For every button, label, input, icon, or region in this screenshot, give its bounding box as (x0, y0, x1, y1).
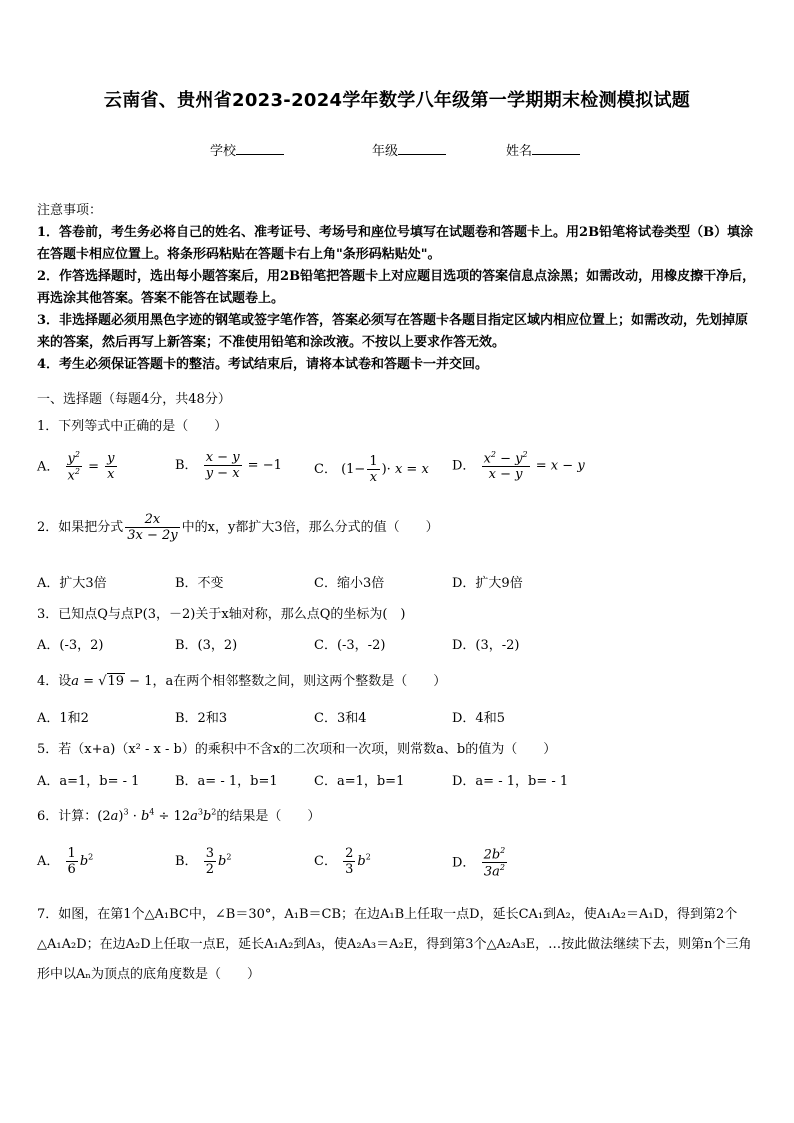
q3-option-a: A．(-3，2) (37, 638, 104, 653)
q3-option-b: B．(3，2) (175, 638, 238, 653)
notice-item: 3．非选择题必须用黑色字迹的钢笔或签字笔作答，答案必须写在答题卡各题目指定区域内相应位置上；如需改动，先划掉原来的答案，然后再写上新答案；不准使用铅笔和涂改液。不按以上要求作答无效。 (37, 313, 749, 350)
q6-option-c: C． $\frac{2}{3}$ $b^2$ (314, 846, 371, 877)
question-7-text: 7．如图，在第1个△A₁BC中，∠B＝30°，A₁B＝CB；在边A₁B上任取一点D，延长CA₁到A₂，使A₁A₂＝A₁D，得到第2个△A₁A₂D；在边A₂D上任取一点E，延长A₁A₂到A₃，使A₂A₃＝A₂E，得到第3个△A₂A₃E，…按此做法继续下去，则第n个三角形中以Aₙ为顶点的底角度数是（ ） (37, 907, 752, 982)
question-4-stem: 4．设a = √19 − 1，a在两个相邻整数之间，则这两个整数是（ ） (37, 674, 447, 689)
school-field: 学校 (210, 140, 284, 159)
q1-option-d: D． $\frac{x^2 - y^2}{x - y}$ = x − y (452, 450, 585, 483)
notice-heading: 注意事项： (37, 203, 103, 218)
q5-option-b: B．a= - 1，b=1 (175, 774, 278, 789)
q6-option-a: A． $\frac{1}{6}$ $b^2$ (37, 846, 94, 877)
q5-option-c: C．a=1，b=1 (314, 774, 405, 789)
q6-option-d: D． $\frac{2b^2}{3a^2}$ (452, 846, 506, 880)
q1-option-a: A． $\frac{y^2}{x^2}$ = $\frac{y}{x}$ (37, 450, 115, 484)
q3-option-d: D．(3，-2) (452, 638, 520, 653)
q4-option-d: D．4和5 (452, 711, 505, 726)
question-6-stem: 6．计算：$(2a)^3 \cdot b^4 \div 12a^3b^2$的结果是（ ） (37, 807, 321, 824)
notice-item: 2．作答选择题时，选出每小题答案后，用2B铅笔把答题卡上对应题目选项的答案信息点涂黑；如需改动，用橡皮擦干净后，再选涂其他答案。答案不能答在试题卷上。 (37, 269, 756, 306)
q5-option-d: D．a= - 1，b= - 1 (452, 774, 569, 789)
q5-option-a: A．a=1，b= - 1 (37, 774, 140, 789)
question-3-stem: 3．已知点Q与点P(3，－2)关于x轴对称，那么点Q的坐标为( ) (37, 607, 406, 622)
q3-option-c: C．(-3，-2) (314, 638, 386, 653)
grade-field: 年级 (372, 140, 446, 159)
notice-item: 4．考生必须保证答题卡的整洁。考试结束后，请将本试卷和答题卡一并交回。 (37, 357, 489, 372)
question-2-stem: 2．如果把分式 $\frac{2x}{3x - 2y}$ 中的x，y都扩大3倍，那么分式的值（ ） (37, 512, 439, 543)
q2-option-b: B．不变 (175, 576, 224, 591)
question-1-stem: 1．下列等式中正确的是（ ） (37, 419, 228, 434)
q1-option-c: C． (1− $\frac{1}{x}$ )· x = x (314, 454, 429, 485)
section-heading: 一、选择题（每题4分，共48分） (37, 392, 231, 407)
q6-option-b: B． $\frac{3}{2}$ $b^2$ (175, 846, 232, 877)
notice-block (37, 200, 759, 376)
q4-option-a: A．1和2 (37, 711, 89, 726)
q2-option-d: D．扩大9倍 (452, 576, 523, 591)
q1-option-b: B． $\frac{x - y}{y - x}$ = −1 (175, 450, 282, 481)
question-5-stem: 5．若（x+a)（x² - x - b）的乘积中不含x的二次项和一次项，则常数a、b的值为（ ） (37, 742, 557, 757)
name-field: 姓名 (506, 140, 580, 159)
q4-option-b: B．2和3 (175, 711, 228, 726)
page-title: 云南省、贵州省2023-2024学年数学八年级第一学期期末检测模拟试题 (103, 90, 691, 111)
notice-item: 1．答卷前，考生务必将自己的姓名、准考证号、考场号和座位号填写在试题卷和答题卡上。用2B铅笔将试卷类型（B）填涂在答题卡相应位置上。将条形码粘贴在答题卡右上角"条形码粘贴处"。 (37, 225, 754, 262)
q2-option-a: A．扩大3倍 (37, 576, 107, 591)
q4-option-c: C．3和4 (314, 711, 367, 726)
q2-option-c: C．缩小3倍 (314, 576, 385, 591)
